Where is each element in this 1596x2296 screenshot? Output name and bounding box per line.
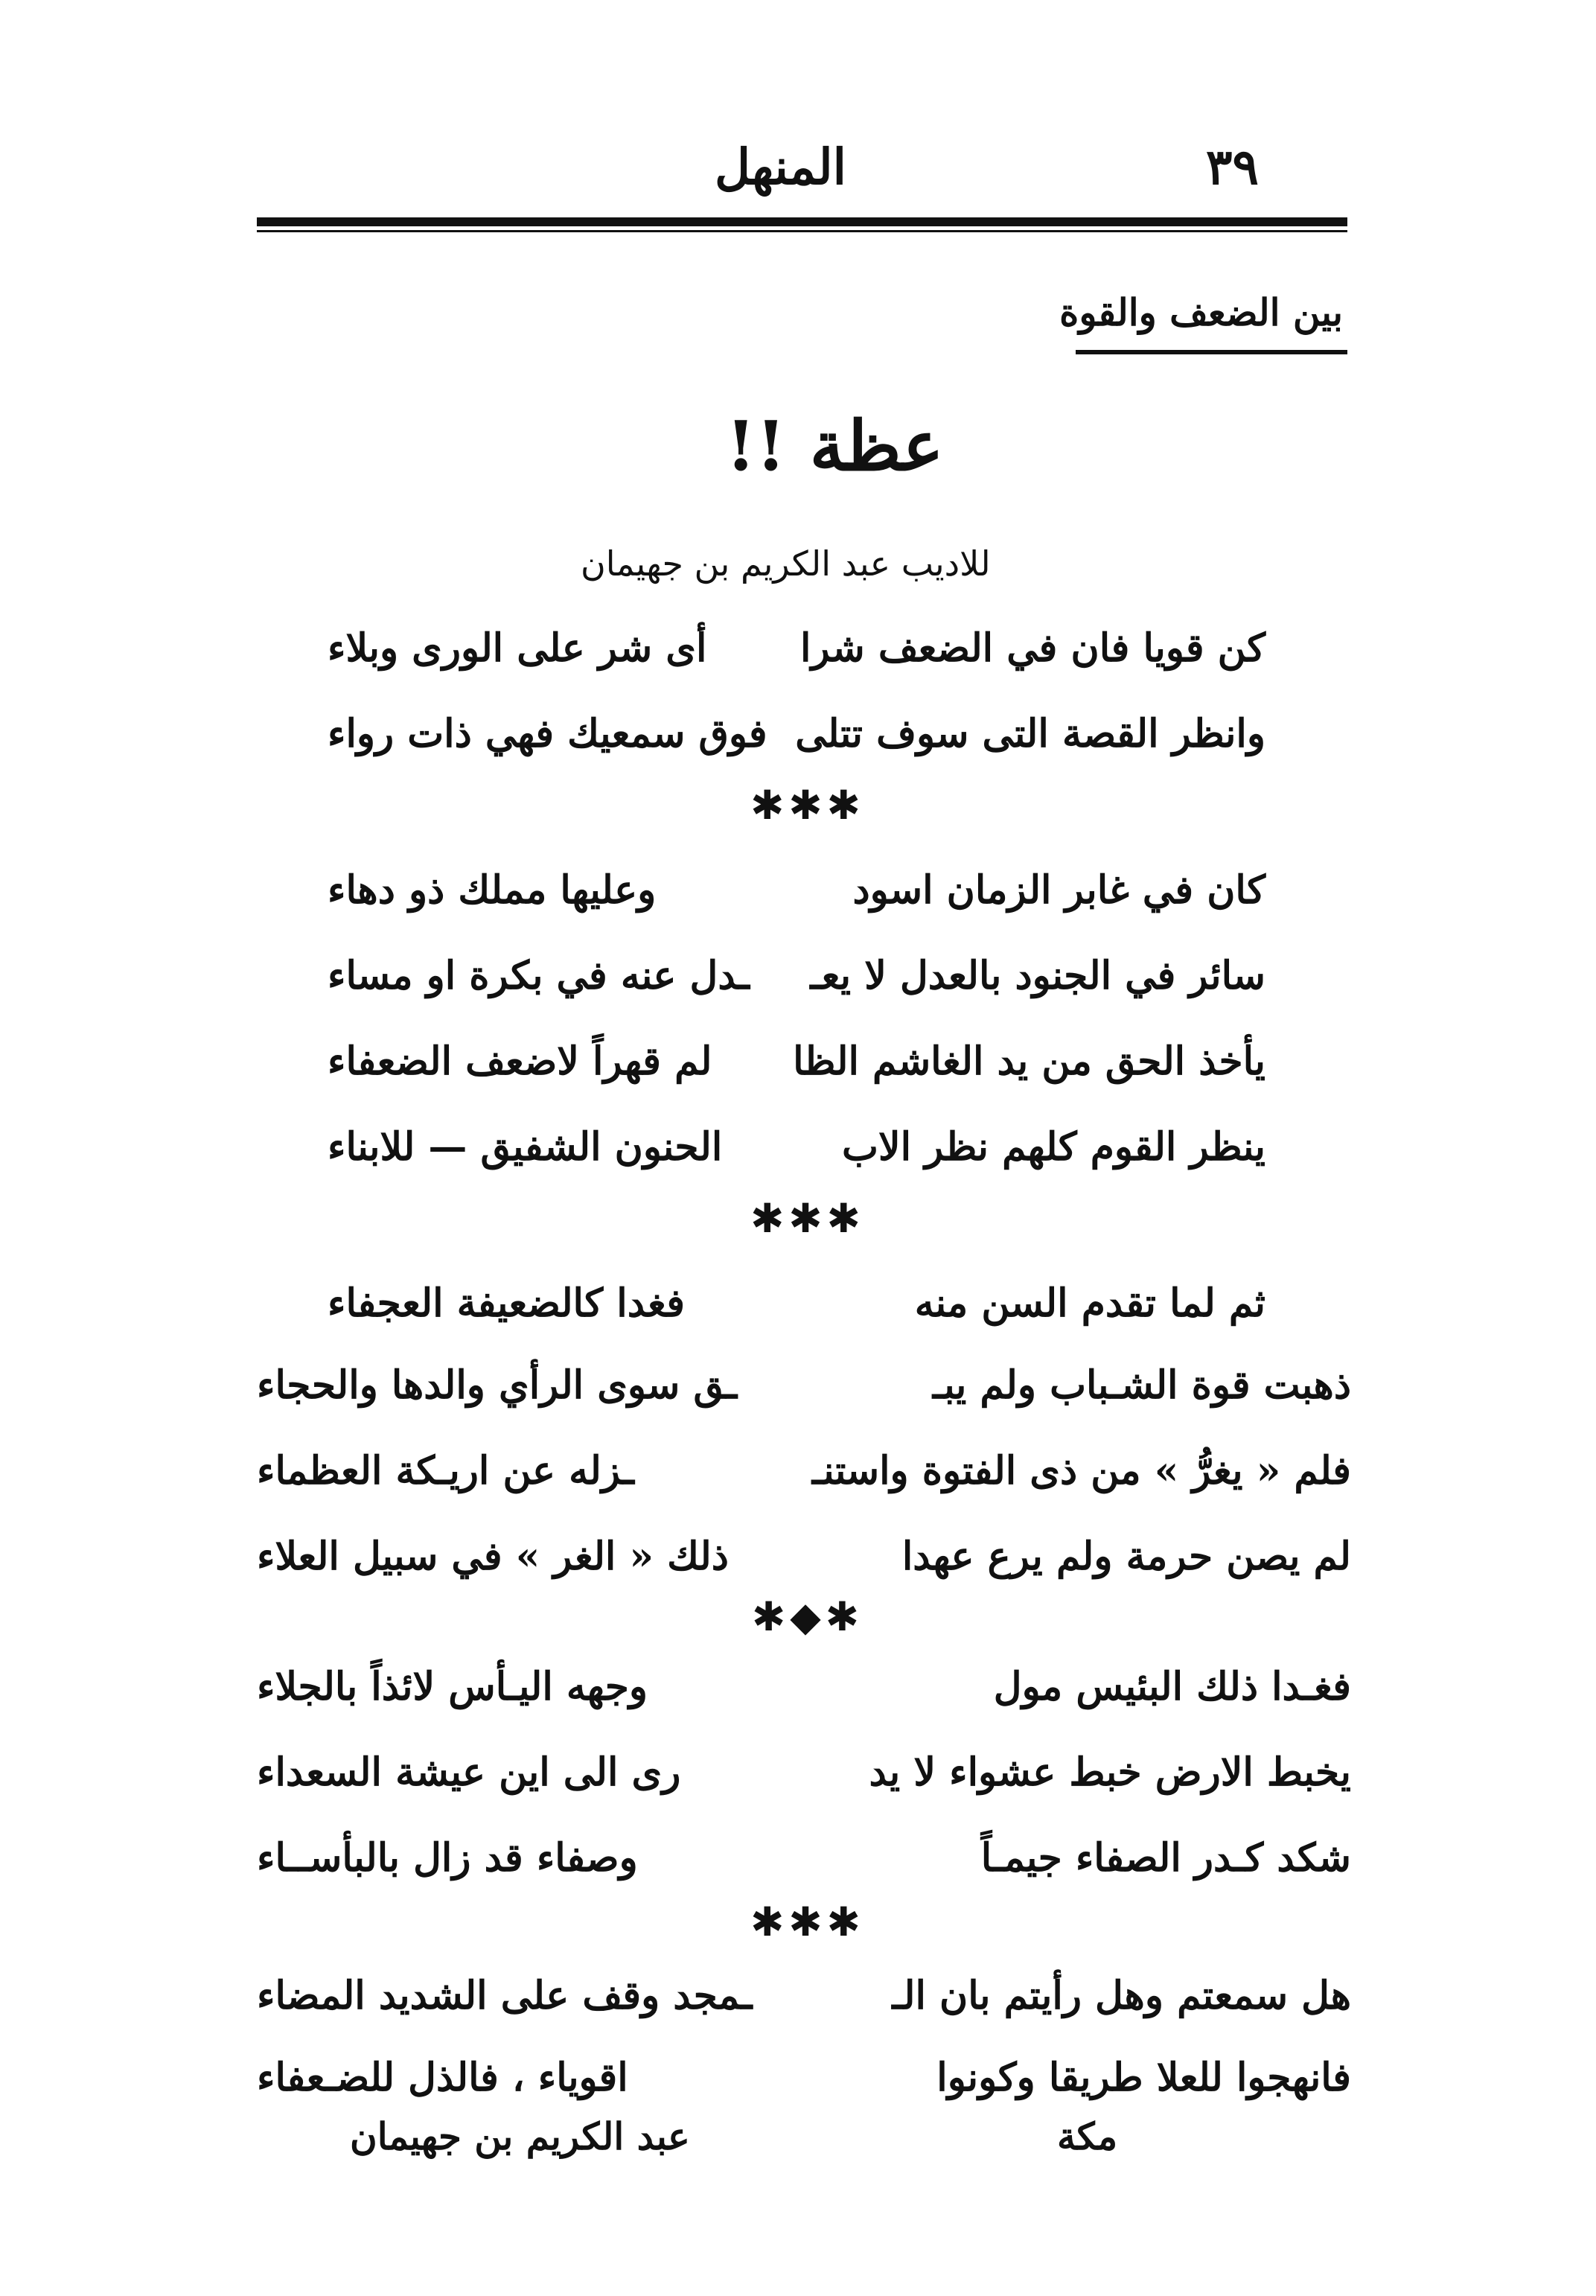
stanza-separator: ✱✱✱ — [750, 782, 865, 829]
verse-line — [328, 614, 1265, 681]
verse-first-hemistich: سائر في الجنود بالعدل لا يعـ — [810, 952, 1265, 998]
verse-second-hemistich: ذلك « الغر » في سبيل العلاء — [257, 1533, 729, 1579]
verse-line — [257, 1351, 1351, 1418]
verse-line — [328, 1113, 1265, 1180]
verse-second-hemistich: لم قهراً لاضعف الضعفاء — [328, 1038, 712, 1084]
verse-first-hemistich: يخبط الارض خبط عشواء لا يد — [869, 1749, 1351, 1795]
verse-first-hemistich: يأخذ الحق من يد الغاشم الظا — [793, 1038, 1265, 1084]
verse-first-hemistich: كان في غابر الزمان اسود — [852, 867, 1265, 913]
verse-second-hemistich: ـدل عنه في بكرة او مساء — [328, 952, 750, 998]
section-underline — [1076, 350, 1347, 354]
section-label: بين الضعف والقوة — [1059, 290, 1343, 334]
verse-second-hemistich: الحنون الشفيق — للابناء — [328, 1123, 723, 1170]
verse-second-hemistich: رى الى اين عيشة السعداء — [257, 1749, 681, 1795]
verse-first-hemistich: ثم لما تقدم السن منه — [914, 1280, 1265, 1326]
verse-second-hemistich: وعليها مملك ذو دهاء — [328, 867, 657, 913]
verse-second-hemistich: اقوياء ، فالذل للضـعفاء — [257, 2054, 628, 2100]
stanza-separator: ✱✱✱ — [750, 1195, 865, 1242]
journal-title: المنهل — [715, 138, 846, 196]
verse-second-hemistich: فوق سمعيك فهي ذات رواء — [328, 710, 767, 756]
verse-line — [257, 1738, 1351, 1805]
author-location: مكة — [1057, 2114, 1118, 2158]
verse-line — [328, 856, 1265, 923]
stanza-separator: ✱✱✱ — [750, 1898, 865, 1945]
verse-line — [257, 2044, 1351, 2111]
verse-second-hemistich: أى شر على الورى وبلاء — [328, 625, 707, 671]
page-number: ٣٩ — [1206, 138, 1259, 196]
verse-second-hemistich: ـزله عن اريـكة العظماء — [257, 1447, 634, 1493]
verse-line — [257, 1824, 1351, 1891]
verse-second-hemistich: ـمجد وقف على الشديد المضاء — [257, 1972, 753, 2018]
verse-first-hemistich: هل سمعتم وهل رأيتم بان الـ — [892, 1972, 1351, 2018]
verse-first-hemistich: فلم « يغرُّ » من ذى الفتوة واستنـ — [811, 1447, 1351, 1493]
verse-first-hemistich: لم يصن حرمة ولم يرع عهدا — [901, 1533, 1351, 1579]
verse-line — [328, 700, 1265, 767]
poem-byline: للاديب عبد الكريم بن جهيمان — [581, 543, 991, 584]
verse-line — [328, 942, 1265, 1009]
verse-line — [328, 1269, 1265, 1336]
verse-line — [257, 1653, 1351, 1720]
stanza-separator: ✱◆✱ — [751, 1593, 864, 1640]
verse-first-hemistich: ينظر القوم كلهم نظر الاب — [841, 1123, 1265, 1170]
verse-second-hemistich: ـق سوى الرأي والدها والحجاء — [257, 1362, 738, 1408]
verse-line — [328, 1027, 1265, 1094]
verse-first-hemistich: وانظر القصة التى سوف تتلى — [795, 710, 1265, 756]
verse-second-hemistich: وجهه اليـأس لائذاً بالجلاء — [257, 1663, 648, 1709]
verse-line — [257, 1522, 1351, 1589]
verse-first-hemistich: كن قويا فان في الضعف شرا — [800, 625, 1265, 671]
author-signature: عبد الكريم بن جهيمان — [350, 2114, 690, 2158]
header-rule-thick — [257, 217, 1347, 226]
verse-line — [257, 1437, 1351, 1504]
verse-first-hemistich: فانهجوا للعلا طريقا وكونوا — [936, 2054, 1351, 2100]
verse-first-hemistich: شكد كـدر الصفاء جيمـاً — [980, 1834, 1351, 1881]
verse-line — [257, 1962, 1351, 2029]
verse-second-hemistich: فغدا كالضعيفة العجفاء — [328, 1280, 685, 1326]
verse-second-hemistich: وصفاء قد زال بالبأســاء — [257, 1834, 638, 1881]
verse-first-hemistich: فغـدا ذلك البئيس مول — [993, 1663, 1351, 1709]
poem-title: عظة !! — [726, 406, 944, 486]
header-rule-thin — [257, 230, 1347, 232]
verse-first-hemistich: ذهبت قوة الشـباب ولم يبـ — [932, 1362, 1351, 1408]
